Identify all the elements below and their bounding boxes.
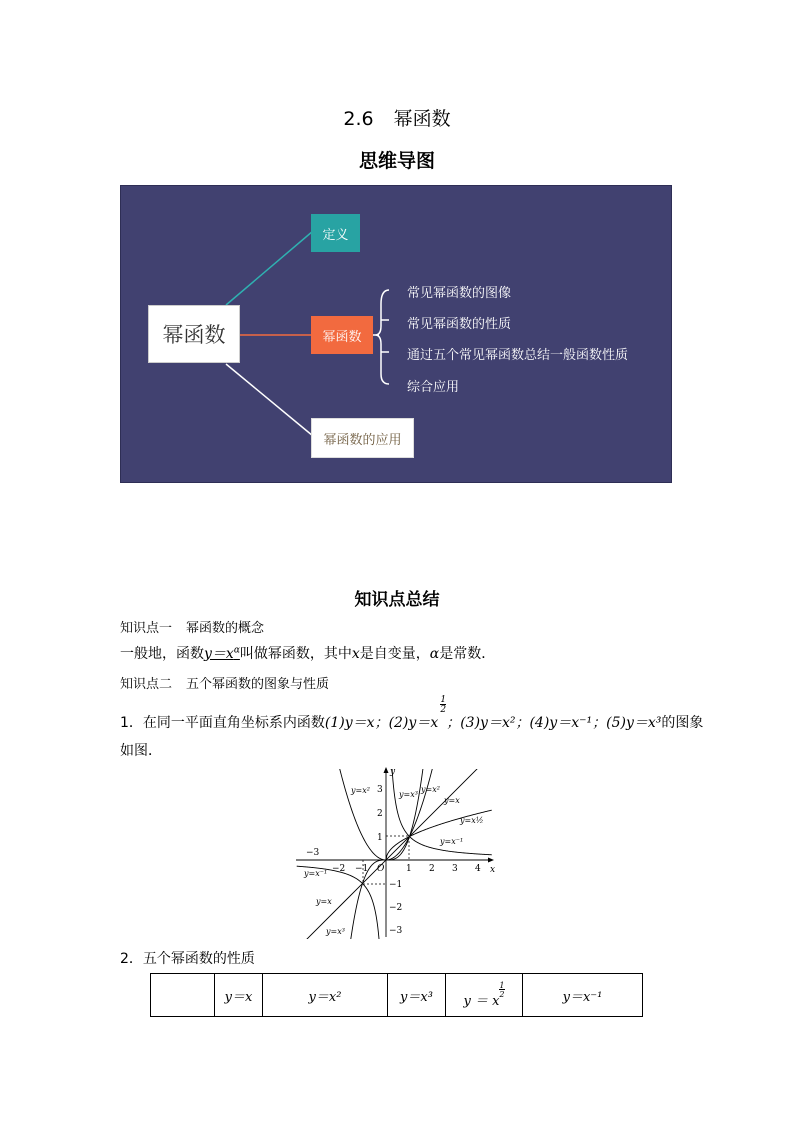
formula-5: (5)y＝x³: [606, 715, 662, 731]
connector-definition: [226, 231, 313, 305]
x-tick: −3: [306, 848, 320, 858]
y-tick: −3: [389, 926, 403, 936]
connector-application: [226, 364, 313, 436]
curve-label: y=x³: [399, 790, 418, 799]
curve-label: y=x½: [460, 816, 484, 825]
leaf-graphs: 常见幂函数的图像: [407, 286, 512, 301]
kp1-label: 知识点一: [120, 621, 173, 636]
definition-paragraph: [120, 643, 495, 663]
curve-label: y=x⁻¹: [440, 837, 464, 846]
sqrt-base: y ＝ x: [463, 994, 500, 1009]
curve-label: y=x: [444, 796, 460, 805]
section-number: 2.6: [343, 108, 374, 130]
exp-numerator: 1: [499, 981, 505, 990]
graph-svg: [294, 765, 504, 940]
mind-map-root: 幂函数: [148, 305, 240, 363]
x-axis-label: x: [490, 865, 496, 875]
x-axis-arrow: [488, 858, 494, 863]
x-tick: 4: [475, 864, 481, 874]
y-axis-label: y: [390, 767, 396, 777]
y-tick: 3: [377, 785, 383, 795]
kp1-title: 幂函数的概念: [186, 621, 265, 636]
y-tick: −1: [389, 880, 403, 890]
def-text: 叫做幂函数，其中: [239, 646, 352, 662]
branch-power-function: 幂函数: [311, 316, 373, 354]
power-function-graph: [294, 765, 504, 944]
leaf-brace: [373, 290, 389, 384]
item1-text: 的图象: [661, 715, 704, 731]
branch-definition: 定义: [311, 214, 360, 252]
formula-3: ；(3)y＝x²；: [446, 715, 530, 731]
x-tick: 1: [406, 864, 412, 874]
formula-2: (2)y＝: [388, 715, 431, 731]
origin-label: O: [377, 864, 385, 874]
x-tick: 2: [429, 864, 435, 874]
table-header-cell: y＝x³: [388, 974, 446, 1017]
def-text: 是自变量，: [359, 646, 430, 662]
table-row: [151, 974, 643, 1017]
def-text: 一般地，函数: [120, 646, 204, 662]
exp-denominator: 2: [499, 990, 505, 999]
table-header-cell: [151, 974, 215, 1017]
curve-label: y=x²: [421, 785, 440, 794]
kp2-title: 五个幂函数的图象与性质: [186, 677, 330, 692]
def-text: 是常数．: [439, 646, 496, 662]
table-header-cell: y＝x: [215, 974, 263, 1017]
leaf-applications: 综合应用: [407, 380, 460, 395]
x-tick: 3: [452, 864, 458, 874]
def-variable: x: [351, 646, 360, 662]
def-function-base: y＝x: [204, 646, 234, 662]
leaf-summary: 通过五个常见幂函数总结一般函数性质: [407, 348, 629, 363]
branch-application: 幂函数的应用: [311, 418, 414, 458]
x-tick: −1: [355, 864, 369, 874]
curve-label: y=x²: [351, 786, 370, 795]
table-header-cell-sqrt: [446, 974, 523, 1017]
section-title: 幂函数: [393, 108, 451, 130]
y-axis-arrow: [384, 767, 389, 773]
chapter-title: [0, 104, 794, 131]
formula-2-base: x: [430, 715, 439, 731]
table-header-cell: y＝x⁻¹: [523, 974, 643, 1017]
item2-heading: 2．五个幂函数的性质: [120, 951, 255, 967]
kp2-label: 知识点二: [120, 677, 173, 692]
sqrt-exponent: [499, 981, 504, 999]
summary-heading: 知识点总结: [354, 590, 440, 610]
leaf-properties: 常见幂函数的性质: [407, 317, 512, 332]
exp-numerator: 1: [440, 695, 447, 705]
item1-line1: [120, 695, 704, 732]
y-tick: 2: [377, 809, 383, 819]
def-constant: α: [429, 646, 440, 662]
formula-2-exponent: [440, 695, 446, 715]
curve-label: y=x: [316, 897, 332, 906]
mind-map-heading: 思维导图: [358, 150, 435, 172]
item1-line2: 如图．: [120, 743, 162, 759]
def-function: [204, 646, 240, 662]
y-tick: −2: [389, 903, 403, 913]
y-tick: 1: [377, 833, 383, 843]
def-function-exp: α: [233, 645, 240, 656]
curve-label: y=x³: [326, 927, 345, 936]
curve-label: y=x⁻¹: [304, 869, 328, 878]
formula-4: (4)y＝x⁻¹；: [529, 715, 607, 731]
x-tick: −2: [332, 864, 346, 874]
formula-1: (1)y＝x；: [324, 715, 389, 731]
item1-text: 1．在同一平面直角坐标系内函数: [120, 715, 325, 731]
table-header-cell: y＝x²: [263, 974, 388, 1017]
mind-map: [120, 185, 672, 483]
kp1-heading: [120, 617, 264, 636]
exp-denominator: 2: [440, 705, 447, 715]
properties-table: [150, 973, 643, 1017]
formula-2-power: [430, 695, 447, 731]
kp2-heading: [120, 673, 329, 692]
